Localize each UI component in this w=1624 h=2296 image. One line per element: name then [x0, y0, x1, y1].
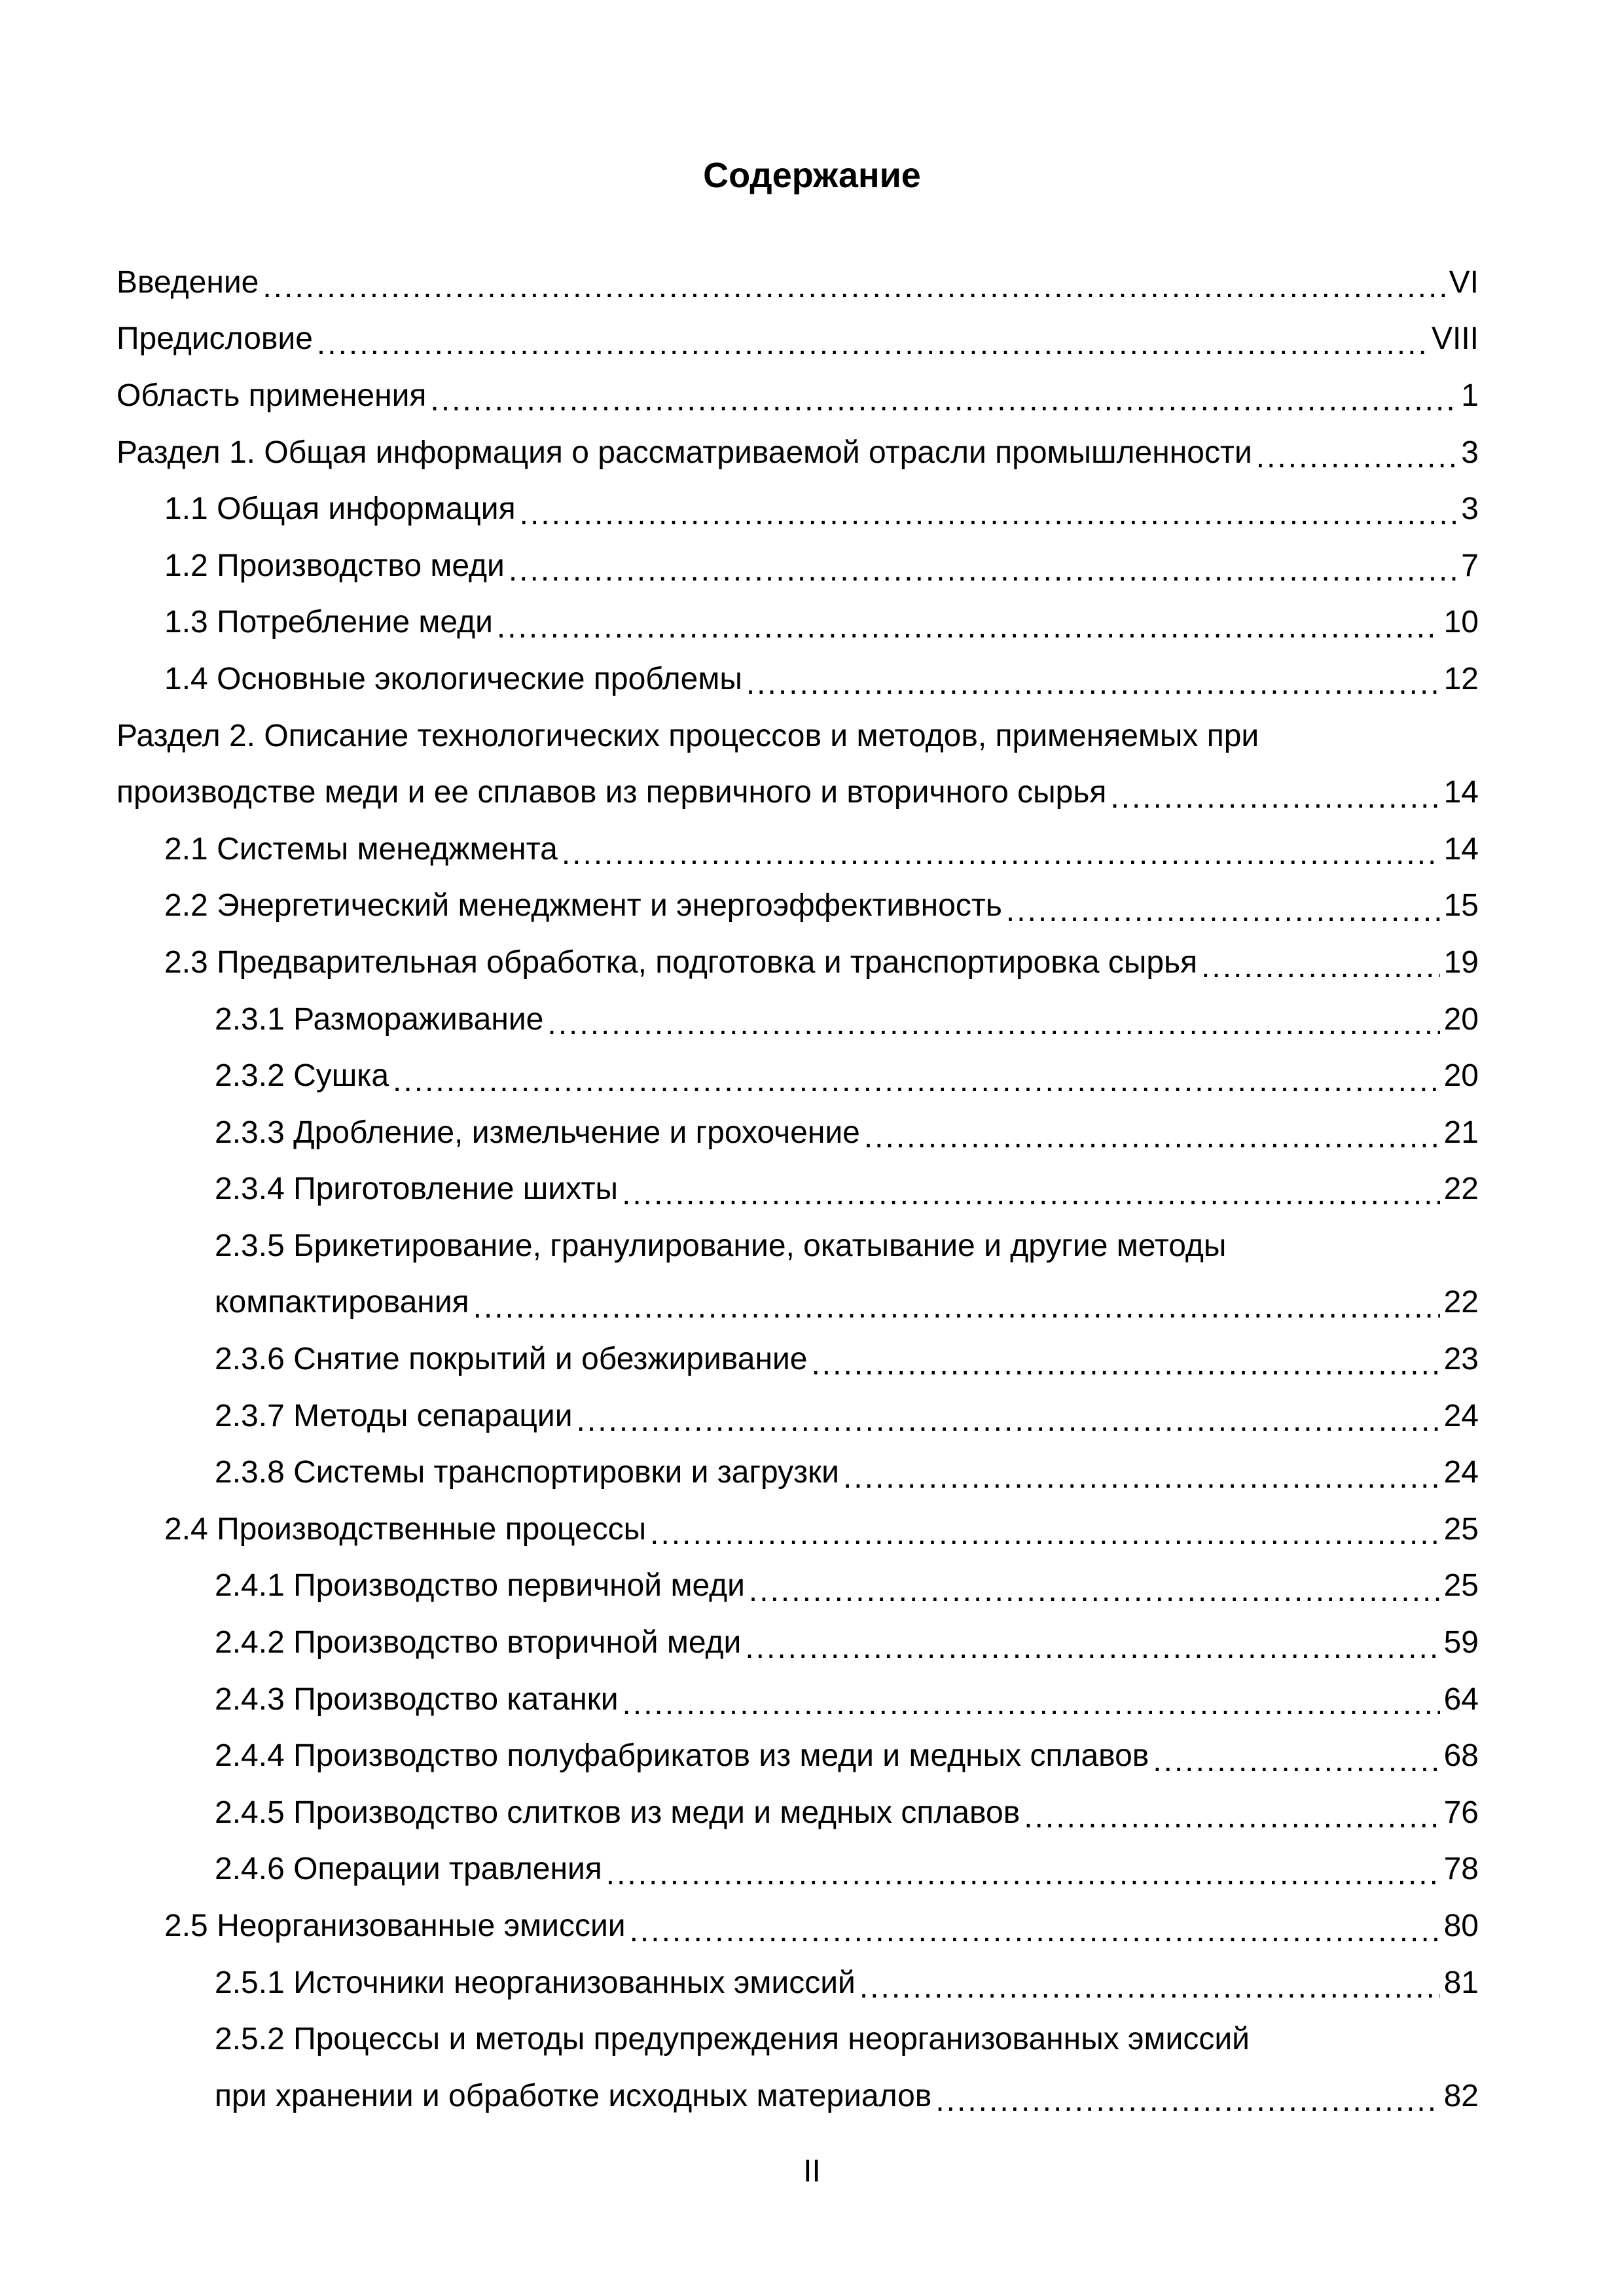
- toc-leader-dots: [1256, 442, 1458, 473]
- toc-entry-title: 2.4.4 Производство полуфабрикатов из меди и медных сплавов: [215, 1738, 1149, 1774]
- toc-leader-dots: [622, 1179, 1440, 1210]
- toc-leader-dots: [843, 1462, 1440, 1494]
- toc-leader-dots: [935, 2085, 1439, 2117]
- toc-entry-title: 2.4.3 Производство катанки: [215, 1681, 619, 1717]
- toc-entry-title: 1.4 Основные экологические проблемы: [164, 661, 742, 696]
- toc-entry-2-3-5-line-2[interactable]: [117, 1274, 1479, 1331]
- toc-entry-1-4[interactable]: [117, 651, 1479, 708]
- toc-entry-title: 2.4.1 Производство первичной меди: [215, 1568, 745, 1604]
- toc-entry-2-3-2[interactable]: [117, 1047, 1479, 1104]
- toc-leader-dots: [1006, 895, 1440, 927]
- toc-entry-page: 25: [1443, 1568, 1479, 1604]
- toc-leader-dots: [745, 1632, 1439, 1664]
- toc-leader-dots: [497, 612, 1440, 643]
- toc-entry-2-2[interactable]: [117, 878, 1479, 935]
- toc-entry-page: 22: [1443, 1172, 1479, 1207]
- toc-entry-introduction[interactable]: [117, 254, 1479, 311]
- toc-entry-page: 81: [1443, 1965, 1479, 2000]
- toc-entry-page: 22: [1443, 1285, 1479, 1320]
- toc-entry-page: VI: [1449, 264, 1479, 300]
- toc-leader-dots: [859, 1972, 1440, 2003]
- toc-entry-page: VIII: [1431, 321, 1479, 357]
- toc-entry-title: 2.4.6 Операции травления: [215, 1852, 602, 1887]
- toc-leader-dots: [577, 1405, 1440, 1437]
- toc-entry-page: 3: [1461, 492, 1479, 527]
- toc-entry-title: 2.3.7 Методы сепарации: [215, 1398, 573, 1433]
- page-number: II: [803, 2154, 821, 2189]
- toc-leader-dots: [606, 1859, 1440, 1890]
- toc-entry-2-3-4[interactable]: [117, 1161, 1479, 1218]
- toc-entry-2-5-1[interactable]: [117, 1954, 1479, 2011]
- toc-entry-page: 14: [1443, 831, 1479, 867]
- toc-entry-title: 2.3.8 Системы транспортировки и загрузки: [215, 1455, 839, 1490]
- toc-entry-2-3[interactable]: [117, 934, 1479, 991]
- toc-leader-dots: [393, 1066, 1440, 1097]
- toc-entry-title: 2.3.1 Размораживание: [215, 1001, 544, 1037]
- page-title: Содержание: [703, 156, 921, 195]
- toc-entry-page: 14: [1443, 775, 1479, 810]
- toc-entry-page: 12: [1443, 661, 1479, 696]
- toc-entry-scope[interactable]: [117, 367, 1479, 424]
- toc-entry-title: 2.3 Предварительная обработка, подготовка и транспортировка сырья: [164, 944, 1198, 980]
- toc-entry-page: 76: [1443, 1795, 1479, 1830]
- toc-entry-title: компактирования: [215, 1285, 469, 1320]
- toc-entry-page: 10: [1443, 605, 1479, 640]
- toc-entry-page: 7: [1461, 548, 1479, 583]
- toc-entry-title: 2.5 Неорганизованные эмиссии: [164, 1909, 626, 1944]
- toc-entry-2-1[interactable]: [117, 821, 1479, 878]
- toc-entry-2-3-6[interactable]: [117, 1331, 1479, 1388]
- toc-entry-2-3-8[interactable]: [117, 1444, 1479, 1501]
- toc-entry-1-2[interactable]: [117, 537, 1479, 594]
- toc-entry-title: 1.1 Общая информация: [164, 492, 516, 527]
- toc-entry-title: 2.4.2 Производство вторичной меди: [215, 1625, 742, 1660]
- toc-entry-title: 2.3.6 Снятие покрытий и обезжиривание: [215, 1342, 808, 1377]
- toc-entry-section-2-line-2[interactable]: [117, 764, 1479, 821]
- toc-entry-page: 21: [1443, 1115, 1479, 1150]
- toc-entry-title: 2.3.3 Дробление, измельчение и грохочение: [215, 1115, 860, 1150]
- toc-entry-2-4-3[interactable]: [117, 1671, 1479, 1728]
- toc-entry-2-3-3[interactable]: [117, 1104, 1479, 1161]
- toc-entry-title: 1.2 Производство меди: [164, 548, 505, 583]
- toc-entry-page: 3: [1461, 435, 1479, 470]
- toc-entry-page: 64: [1443, 1681, 1479, 1717]
- toc-entry-title: 2.4 Производственные процессы: [164, 1511, 647, 1547]
- toc-leader-dots: [650, 1518, 1440, 1550]
- toc-leader-dots: [630, 1916, 1440, 1947]
- toc-leader-dots: [430, 385, 1457, 416]
- toc-entry-title: Раздел 2. Описание технологических процессов и методов, применяемых при: [117, 718, 1259, 753]
- toc-entry-1-1[interactable]: [117, 480, 1479, 537]
- toc-entry-title: при хранении и обработке исходных материалов: [215, 2078, 932, 2113]
- toc-entry-2-4-6[interactable]: [117, 1841, 1479, 1898]
- toc-entry-page: 68: [1443, 1738, 1479, 1774]
- toc-entry-page: 1: [1461, 378, 1479, 413]
- toc-entry-2-3-5-line-1[interactable]: [117, 1217, 1479, 1274]
- toc-entry-1-3[interactable]: [117, 594, 1479, 651]
- toc-entry-page: 19: [1443, 944, 1479, 980]
- toc-entry-2-3-1[interactable]: [117, 991, 1479, 1048]
- toc-entry-2-4-4[interactable]: [117, 1727, 1479, 1784]
- toc-entry-section-1[interactable]: [117, 424, 1479, 481]
- toc-leader-dots: [746, 668, 1440, 700]
- toc-entry-title: 1.3 Потребление меди: [164, 605, 493, 640]
- toc-entry-page: 78: [1443, 1852, 1479, 1887]
- toc-entry-title: Область применения: [117, 378, 427, 413]
- toc-entry-page: 24: [1443, 1398, 1479, 1433]
- toc-leader-dots: [562, 838, 1440, 870]
- toc-entry-page: 23: [1443, 1342, 1479, 1377]
- toc-entry-section-2-line-1[interactable]: [117, 708, 1479, 764]
- toc-entry-2-4-2[interactable]: [117, 1614, 1479, 1671]
- toc-entry-page: 15: [1443, 888, 1479, 924]
- toc-entry-page: 25: [1443, 1511, 1479, 1547]
- toc-entry-title: Раздел 1. Общая информация о рассматриваемой отрасли промышленности: [117, 435, 1252, 470]
- toc-entry-2-5[interactable]: [117, 1897, 1479, 1954]
- toc-entry-2-5-2-line-1[interactable]: [117, 2011, 1479, 2068]
- toc-entry-title: 2.5.2 Процессы и методы предупреждения неорганизованных эмиссий: [215, 2022, 1250, 2057]
- toc-entry-foreword[interactable]: [117, 311, 1479, 368]
- toc-leader-dots: [547, 1009, 1439, 1040]
- toc-entry-page: 82: [1443, 2078, 1479, 2113]
- toc-entry-page: 24: [1443, 1455, 1479, 1490]
- toc-leader-dots: [811, 1349, 1439, 1380]
- toc-entry-title: Предисловие: [117, 321, 313, 357]
- toc-entry-page: 59: [1443, 1625, 1479, 1660]
- toc-leader-dots: [623, 1689, 1440, 1720]
- toc-entry-2-4-5[interactable]: [117, 1784, 1479, 1841]
- toc-entry-2-5-2-line-2[interactable]: [117, 2068, 1479, 2125]
- toc-entry-page: 80: [1443, 1909, 1479, 1944]
- toc-entry-title: 2.3.5 Брикетирование, гранулирование, окатывание и другие методы: [215, 1228, 1227, 1263]
- table-of-contents: [117, 254, 1479, 2125]
- toc-leader-dots: [1024, 1802, 1439, 1833]
- toc-entry-2-3-7[interactable]: [117, 1388, 1479, 1444]
- toc-leader-dots: [1201, 952, 1440, 983]
- toc-leader-dots: [1110, 782, 1439, 814]
- toc-entry-page: 20: [1443, 1058, 1479, 1094]
- toc-leader-dots: [520, 499, 1458, 530]
- toc-entry-title: производстве меди и ее сплавов из первичного и вторичного сырья: [117, 775, 1107, 810]
- toc-entry-title: Введение: [117, 264, 259, 300]
- toc-leader-dots: [262, 272, 1445, 303]
- toc-leader-dots: [749, 1575, 1440, 1607]
- toc-leader-dots: [317, 329, 1428, 360]
- toc-leader-dots: [509, 555, 1457, 586]
- toc-entry-title: 2.3.2 Сушка: [215, 1058, 389, 1094]
- toc-entry-title: 2.1 Системы менеджмента: [164, 831, 558, 867]
- toc-entry-title: 2.4.5 Производство слитков из меди и медных сплавов: [215, 1795, 1020, 1830]
- toc-entry-2-4-1[interactable]: [117, 1558, 1479, 1615]
- toc-leader-dots: [864, 1122, 1440, 1153]
- toc-entry-2-4[interactable]: [117, 1501, 1479, 1558]
- toc-leader-dots: [1153, 1746, 1439, 1777]
- toc-entry-title: 2.2 Энергетический менеджмент и энергоэффективность: [164, 888, 1002, 924]
- toc-entry-page: 20: [1443, 1001, 1479, 1037]
- toc-leader-dots: [473, 1292, 1440, 1323]
- toc-entry-title: 2.5.1 Источники неорганизованных эмиссий: [215, 1965, 856, 2000]
- toc-entry-title: 2.3.4 Приготовление шихты: [215, 1172, 619, 1207]
